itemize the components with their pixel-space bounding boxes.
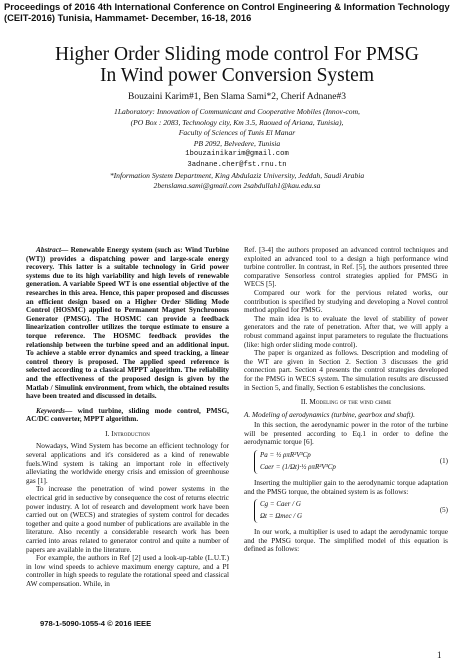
- keywords-lead: Keywords: [36, 406, 65, 415]
- isbn-footer: 978-1-5090-1055-4 © 2016 IEEE: [40, 619, 152, 628]
- paragraph: Compared our work for the pervious related works, our contribution is specified by studying and developing a Novel control method applied for PMSG.: [244, 288, 448, 315]
- paragraph: To increase the penetration of wind power systems in the electrical grid in seductive by consequence the cost of returns electric power industry. A lot of research and development work have been carried out on (WECS) and strategies of system control for decades together and quite a good number of publications are available in the literature. Also recently a considerable research work has been carried into areas related to generator control and quite a number of papers are available in the literature.: [26, 485, 229, 554]
- abstract: [26, 246, 229, 401]
- subsection-title: A. Modeling of aerodynamics (turbine, gearbox and shaft).: [244, 410, 415, 419]
- affiliation-line: Faculty of Sciences of Tunis El Manar: [178, 128, 296, 138]
- paragraph: For example, the authors in Ref [2] used a look-up-table (L.U.T.) in low wind speeds to achieve maximum energy capture, and a PI controller in high speeds to regulate the rotational speed and classical AW compensation. While, in: [26, 554, 229, 588]
- right-column: [244, 246, 448, 554]
- left-column: [26, 246, 229, 589]
- header-line-1: Proceedings of 2016 4th International Conference on Control Engineering & Information Technology: [4, 1, 450, 12]
- affiliation-line: *Information System Department, King Abdulaziz University, Jeddah, Saudi Arabia: [109, 170, 365, 180]
- paragraph: In our work, a multiplier is used to adapt the aerodynamic torque and the PMSG torque. The simplified model of this equation is defined as follows:: [244, 528, 448, 554]
- affiliation-line: (PO Box : 2083, Technology city, Km 3.5, Raoued of Ariana, Tunisia),: [130, 117, 344, 127]
- paragraph: Nowadays, Wind System has become an efficient technology for several applications and it's considered as a kind of renewable fuels.Wind system is taking an important role in effectively alleviating the worldwide energy crisis and emission of greenhouse gas [1].: [26, 442, 229, 485]
- abstract-text: — Renewable Energy system (such as: Wind Turbine (WT)) provides a dispatching power and large-scale energy recovery. This latter is a suitable technology in Grid power systems due to its high variability and high levels of renewable generation. A variable Speed WT is one essential objective of the researches in this area. Hence, this paper proposed and discusses an efficient design based on a Higher Order Sliding Mode Control (HOSMC) applied to Permanent Magnet Synchronous Generator (PMSG). The HOSMC can provide a feedback linearization controller utilizes the torque estimate to ensure a torque reference. The HOSMC feedback provides the relationship between the turbine speed and an additional input. To achieve a stable error dynamics and speed tracking, a linear control theory is proposed. The applied speed reference is selected according to a classical MPPT algorithm. The reliability and the effectiveness of the proposed design is given by the Matlab / Simulink environment, from which, the obtained results have been treated and discussed in details.: [26, 246, 229, 401]
- paragraph: The paper is organized as follows. Description and modeling of the WT are given in Section 2. Section 3 discusses the grid connection part. Section 4 presents the control strategies developed for the PMSG in WECS system. The simulation results are discussed in Section 5, and finally, Section 6 establishes the conclusions.: [244, 349, 448, 392]
- abstract-lead: Abstract: [36, 246, 61, 254]
- keywords-text: — wind turbine, sliding mode control, PMSG, AC/DC converter, MPPT algorithm.: [26, 406, 229, 424]
- equation-1: [244, 450, 448, 476]
- author-email: 3adnane.cher@fst.rnu.tn: [187, 160, 287, 169]
- header-line-2: (CEIT-2016) Tunisia, Hammamet- December, 16-18, 2016: [4, 11, 252, 23]
- equation-line: Cg = Caer / G: [260, 500, 301, 509]
- equation-line: Caer = (1/Ωt)·½ ρπR²V³Cp: [260, 463, 336, 472]
- equation-number: (5): [439, 506, 448, 515]
- equation-5: [244, 499, 448, 525]
- affiliation-line: PB 2092, Belvedere, Tunisia: [193, 138, 281, 148]
- paper-title: [20, 44, 454, 86]
- equation-number: (1): [439, 457, 448, 466]
- section-title-introduction: I. Introduction: [105, 428, 150, 438]
- proceedings-header: [4, 2, 470, 23]
- author-email: 2benslama.sami@gmail.com 2sabdullah1@kau.edu.sa: [153, 181, 321, 191]
- section-title-modeling: II. Modeling of the wind chime: [300, 397, 392, 407]
- affiliations: [40, 107, 434, 192]
- paragraph: Ref. [3-4] the authors proposed an advanced control techniques and exploited an advanced tool to a design a high performance wind turbine controller. In contrast, in Ref. [5], the authors presented three comparative Sensorless control strategies applied for PMSG in WECS [5].: [244, 246, 448, 289]
- equation-line: Pa = ½ ρπR²V³Cp: [260, 451, 311, 460]
- paragraph: Inserting the multiplier gain to the aerodynamic torque adaptation and the PMSG torque, the obtained system is as follows:: [244, 479, 448, 496]
- paragraph: In this section, the aerodynamic power in the rotor of the turbine will be presented according to Eq.1 in order to define the aerodynamic torque [6].: [244, 421, 448, 447]
- equation-brace: [254, 450, 258, 474]
- keywords: [26, 407, 229, 424]
- title-line-2: In Wind power Conversion System: [100, 65, 374, 86]
- equation-brace: [254, 499, 258, 523]
- equation-line: Ωt = Ωmec / G: [260, 512, 303, 521]
- author-list: Bouzaini Karim#1, Ben Slama Sami*2, Cherif Adnane#3: [128, 92, 346, 102]
- title-line-1: Higher Order Sliding mode control For PMSG: [55, 44, 419, 65]
- page-number: 1: [437, 650, 442, 660]
- affiliation-line: 1Laboratory: Innovation of Communicant and Cooperative Mobiles (Innov-com,: [114, 107, 360, 116]
- paragraph: The main idea is to evaluate the level of stability of power generators and the rate of penetration. After that, we will apply a robust command against input parameters to regulate the fluctuations (like: high order sliding mode control).: [244, 314, 448, 349]
- author-email: 1bouzainikarim@gmail.com: [185, 150, 289, 159]
